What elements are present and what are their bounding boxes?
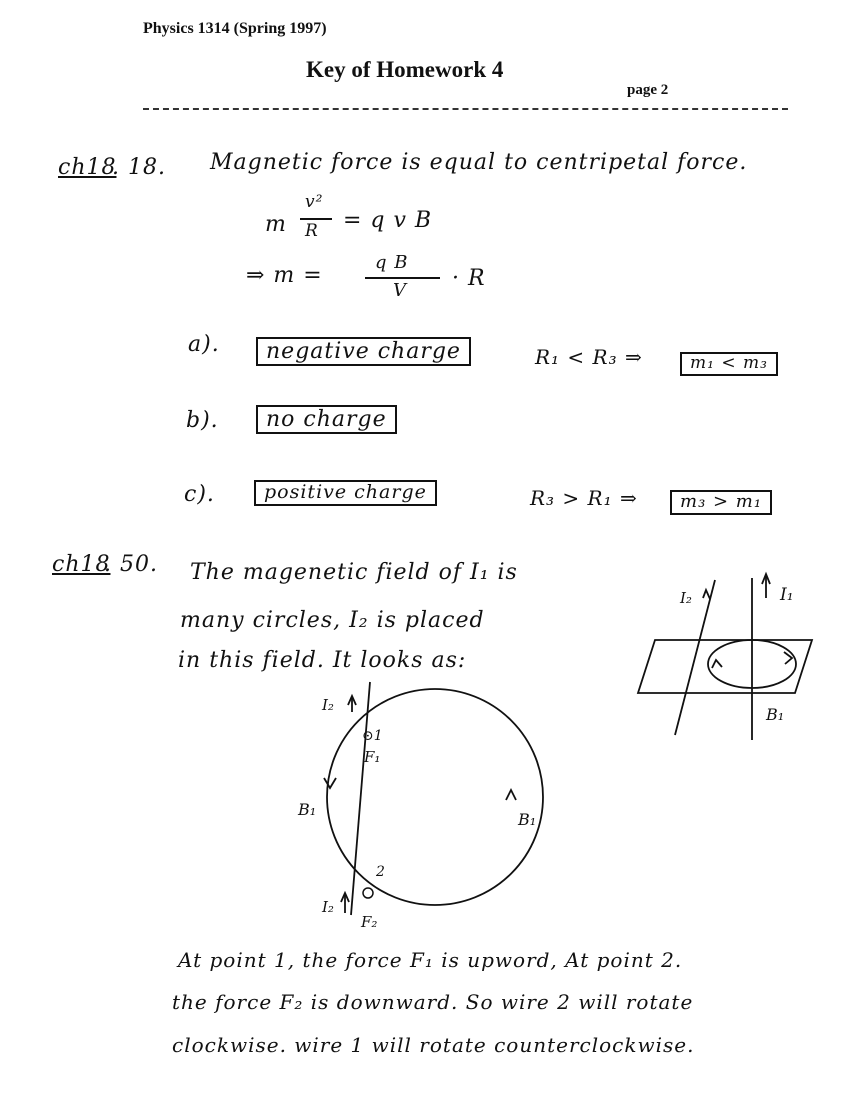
large-diagram-field-circle	[327, 689, 543, 905]
large-diagram-point-2-marker	[363, 888, 373, 898]
small-diagram-loop-arrow-left	[712, 660, 722, 668]
small-diagram-wire-2-arrowhead	[703, 590, 710, 599]
large-diagram-b1-left-label: B₁	[298, 800, 317, 819]
part-a-answer: negative charge	[256, 337, 471, 366]
eq1-right-side: = q v B	[343, 208, 433, 233]
part-b-label: b).	[186, 408, 219, 433]
page-title: Key of Homework 4	[306, 57, 504, 82]
large-diagram-f2-label: F₂	[361, 913, 378, 931]
small-diagram-i1-label: I₁	[780, 585, 794, 605]
part-b-answer: no charge	[256, 405, 397, 434]
conclusion-line-2: the force F₂ is downward. So wire 2 will rotate	[172, 990, 694, 1014]
eq2-left-side: ⇒ m =	[246, 263, 323, 288]
conclusion-line-1: At point 1, the force F₁ is upword, At point 2.	[178, 948, 683, 972]
conclusion-line-3: clockwise. wire 1 will rotate counterclockwise.	[172, 1033, 695, 1057]
eq1-mass: m	[265, 212, 287, 237]
problem-50-line-2: many circles, I₂ is placed	[180, 608, 485, 633]
large-diagram-point-2: 2	[376, 864, 385, 880]
problem-50-number: . 50.	[104, 552, 158, 577]
eq1-denominator: R	[305, 221, 319, 241]
eq2-right-side: · R	[452, 266, 486, 291]
part-c-result: m₃ > m₁	[670, 490, 772, 515]
eq1-numerator: v²	[305, 192, 324, 212]
large-diagram-b1-right-label: B₁	[518, 810, 537, 829]
large-diagram-arrow-right	[506, 790, 516, 800]
part-a-relation: R₁ < R₃ ⇒	[535, 345, 643, 369]
small-diagram-i2-label: I₂	[680, 589, 692, 607]
eq2-numerator: q B	[375, 252, 409, 273]
problem-50-chapter-label: ch18	[52, 552, 111, 577]
problem-18-chapter-label: ch18	[58, 155, 117, 180]
problem-18-statement: Magnetic force is equal to centripetal force.	[210, 150, 748, 175]
part-a-result: m₁ < m₃	[680, 352, 778, 376]
large-diagram-i2-bottom-label: I₂	[322, 898, 334, 916]
course-header: Physics 1314 (Spring 1997)	[143, 20, 327, 37]
large-diagram-point-1: ⊙1	[362, 728, 383, 744]
problem-50-line-1: The magenetic field of I₁ is	[190, 560, 518, 585]
large-diagram-f1-label: F₁	[364, 748, 381, 766]
small-diagram-b1-label: B₁	[766, 705, 785, 724]
large-field-diagram	[324, 682, 543, 915]
part-c-label: c).	[184, 482, 215, 507]
page-number: page 2	[627, 82, 669, 98]
part-c-answer: positive charge	[254, 480, 437, 506]
eq2-denominator: V	[393, 280, 407, 301]
large-diagram-i2-top-label: I₂	[322, 696, 334, 714]
part-a-label: a).	[188, 332, 220, 357]
problem-50-line-3: in this field. It looks as:	[178, 648, 467, 673]
part-c-relation: R₃ > R₁ ⇒	[530, 486, 638, 510]
problem-18-number: . 18.	[112, 155, 166, 180]
large-diagram-arrow-left	[324, 778, 336, 788]
